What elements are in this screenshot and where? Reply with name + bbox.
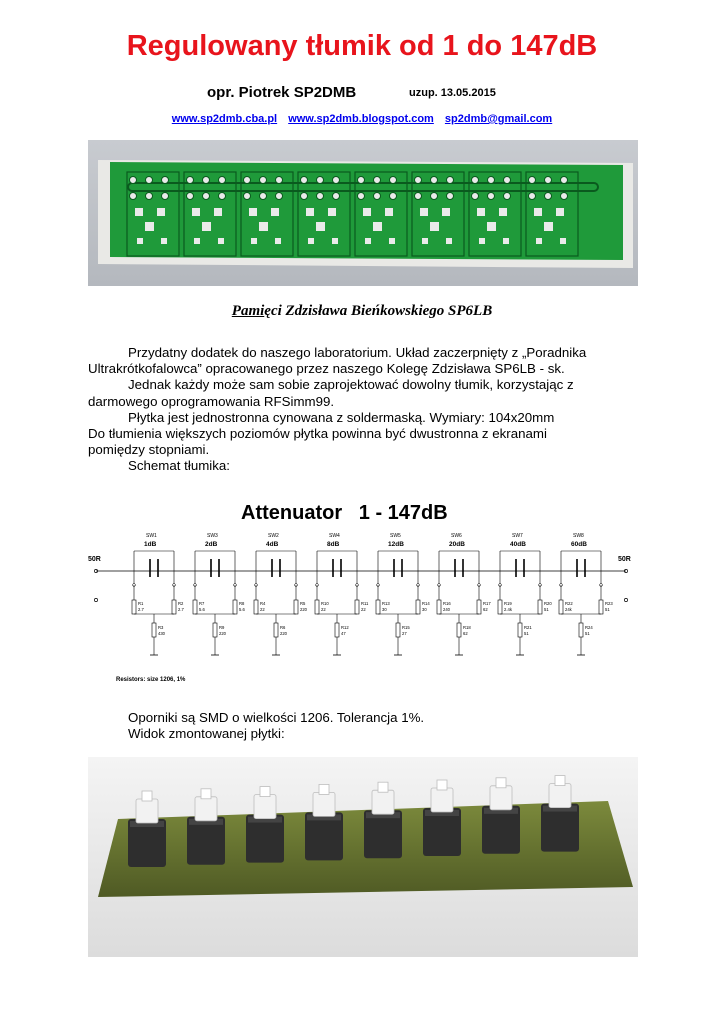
pcb-pad	[203, 177, 210, 184]
pcb-smd-pad	[192, 208, 200, 216]
pcb-pad	[472, 177, 479, 184]
body-line: darmowego oprogramowania RFSimm99.	[88, 393, 335, 409]
resistor-label: R13	[382, 601, 390, 606]
stage	[254, 533, 308, 655]
after-text	[128, 710, 424, 742]
body-line: Płytka jest jednostronna cynowana z soldermaską. Wymiary: 104x20mm	[128, 409, 555, 425]
stage	[376, 533, 430, 655]
db-label: 40dB	[510, 541, 526, 548]
body-line: Schemat tłumika:	[128, 458, 230, 474]
resistor-label: 22	[321, 607, 326, 612]
switch-label: SW3	[207, 533, 218, 539]
pcb-smd-pad	[218, 238, 224, 244]
pcb-pad	[187, 177, 194, 184]
resistor-label: 51	[544, 607, 549, 612]
resistor	[355, 600, 359, 614]
pcb-photo	[88, 140, 638, 286]
author: opr. Piotrek SP2DMB	[207, 84, 357, 101]
pcb-pad	[504, 193, 511, 200]
pcb-pad	[130, 193, 137, 200]
resistor-label: R12	[341, 625, 349, 630]
resistor-label: 5.6	[239, 607, 245, 612]
pcb-smd-pad	[442, 208, 450, 216]
after-line-1: Oporniki są SMD o wielkości 1206. Tolerancja 1%.	[128, 710, 425, 725]
resistor-label: 30	[382, 607, 387, 612]
pcb-pad	[545, 177, 552, 184]
switch-button	[254, 795, 276, 819]
resistor-label: R22	[565, 601, 573, 606]
switch-button	[313, 792, 335, 816]
resistor-label: R11	[361, 601, 369, 606]
resistor	[416, 600, 420, 614]
resistor-label: R9	[219, 625, 225, 630]
pcb-smd-pad	[145, 222, 154, 231]
db-label: 20dB	[449, 541, 465, 548]
db-label: 8dB	[327, 541, 340, 548]
pcb-pad	[219, 193, 226, 200]
resistor	[254, 600, 258, 614]
resistor-label: R15	[402, 625, 410, 630]
pcb-pad	[561, 193, 568, 200]
pcb-smd-pad	[249, 208, 257, 216]
pcb-smd-pad	[446, 238, 452, 244]
resistor-label: R10	[321, 601, 329, 606]
resistor	[559, 600, 563, 614]
switch-label: SW5	[390, 533, 401, 539]
resistor	[172, 600, 176, 614]
resistor-label: R4	[260, 601, 266, 606]
resistor	[315, 600, 319, 614]
pcb-smd-pad	[332, 238, 338, 244]
pcb-pad	[187, 193, 194, 200]
resistor-label: 30	[422, 607, 427, 612]
pcb-pad	[488, 177, 495, 184]
db-label: 4dB	[266, 541, 279, 548]
pcb-pad	[260, 177, 267, 184]
resistor	[335, 623, 339, 637]
pcb-pad	[488, 193, 495, 200]
pcb-pad	[146, 177, 153, 184]
pcb-pad	[561, 177, 568, 184]
pcb-pad	[219, 177, 226, 184]
pcb-smd-pad	[306, 208, 314, 216]
after-line-2: Widok zmontowanej płytki:	[128, 726, 285, 742]
switch-button	[195, 797, 217, 821]
switch-label: SW7	[512, 533, 523, 539]
switch-button-cap	[319, 784, 329, 794]
resistor-label: 62	[483, 607, 488, 612]
pcb-pad	[317, 193, 324, 200]
pcb-smd-pad	[365, 238, 371, 244]
resistor-label: R18	[463, 625, 471, 630]
pcb-pad	[358, 177, 365, 184]
resistor-label: R19	[504, 601, 512, 606]
switch-label: SW1	[146, 533, 157, 539]
pcb-pad	[504, 177, 511, 184]
body-line: pomiędzy stopniami.	[88, 442, 210, 458]
resistor-label: 62	[463, 631, 468, 636]
resistor-label: R7	[199, 601, 205, 606]
pcb-pad	[390, 177, 397, 184]
pcb-smd-pad	[373, 222, 382, 231]
resistor-label: 430	[158, 631, 165, 636]
resistor-label: 220	[219, 631, 226, 636]
pcb-smd-pad	[275, 238, 281, 244]
body-line: Przydatny dodatek do naszego laboratorium. Układ zaczerpnięty z „Poradnika	[128, 345, 587, 360]
assembled-board-photo	[88, 757, 638, 957]
switch-label: SW2	[268, 533, 279, 539]
switch-button-cap	[437, 780, 447, 790]
pcb-pad	[447, 177, 454, 184]
pcb-smd-pad	[544, 222, 553, 231]
pcb-pad	[415, 177, 422, 184]
resistor-label: 22	[260, 607, 265, 612]
pcb-smd-pad	[560, 238, 566, 244]
attenuator-schematic	[86, 495, 646, 695]
resistor	[233, 600, 237, 614]
resistor	[437, 600, 441, 614]
port-left-label: 50R	[88, 556, 101, 563]
pcb-smd-pad	[194, 238, 200, 244]
switch-button	[136, 799, 158, 823]
link-website[interactable]: www.sp2dmb.cba.pl	[171, 113, 278, 125]
switch-button	[549, 784, 571, 808]
resistor	[477, 600, 481, 614]
switch-button-cap	[260, 787, 270, 797]
page-title: Regulowany tłumik od 1 do 147dB	[126, 30, 598, 62]
pcb-smd-pad	[430, 222, 439, 231]
resistor	[518, 623, 522, 637]
resistor-label: R24	[585, 625, 593, 630]
resistor-label: 240	[443, 607, 450, 612]
pcb-smd-pad	[385, 208, 393, 216]
pcb-pad	[203, 193, 210, 200]
pcb-pad	[130, 177, 137, 184]
resistor-label: 2.7	[138, 607, 144, 612]
pcb-pad	[529, 177, 536, 184]
pcb-pad	[276, 177, 283, 184]
db-label: 60dB	[571, 541, 587, 548]
pcb-smd-pad	[316, 222, 325, 231]
switch-button-cap	[201, 789, 211, 799]
schematic-title: Attenuator 1 - 147dB	[241, 502, 448, 524]
pcb-pad	[301, 193, 308, 200]
resistor	[274, 623, 278, 637]
resistor	[132, 600, 136, 614]
pcb-smd-pad	[271, 208, 279, 216]
pcb-pad	[431, 177, 438, 184]
resistor-label: 220	[280, 631, 287, 636]
switch-label: SW6	[451, 533, 462, 539]
stage	[132, 533, 184, 655]
body-text	[88, 345, 648, 475]
pcb-smd-pad	[137, 238, 143, 244]
switch-button-cap	[555, 776, 565, 786]
pcb-pad	[317, 177, 324, 184]
pcb-pad	[374, 177, 381, 184]
switch-button	[431, 788, 453, 812]
link-email[interactable]: sp2dmb@gmail.com	[444, 113, 553, 125]
switch-label: SW4	[329, 533, 340, 539]
resistor	[498, 600, 502, 614]
resistor-label: 220	[300, 607, 307, 612]
pcb-smd-pad	[202, 222, 211, 231]
resistor-label: R5	[300, 601, 306, 606]
resistor-label: 27	[402, 631, 407, 636]
resistor-label: 2.7	[178, 607, 184, 612]
pcb-pad	[146, 193, 153, 200]
resistor	[294, 600, 298, 614]
resistor	[152, 623, 156, 637]
pcb-smd-pad	[214, 208, 222, 216]
resistor-label: R23	[605, 601, 613, 606]
resistor	[599, 600, 603, 614]
pcb-pad	[472, 193, 479, 200]
pcb-smd-pad	[259, 222, 268, 231]
switch-button-cap	[378, 782, 388, 792]
pcb-pad	[529, 193, 536, 200]
switch-button-cap	[496, 778, 506, 788]
pcb-smd-pad	[328, 208, 336, 216]
resistor-label: R2	[178, 601, 184, 606]
resistor-label: R17	[483, 601, 491, 606]
resistor-label: R20	[544, 601, 552, 606]
pcb-pad	[162, 193, 169, 200]
pcb-smd-pad	[157, 208, 165, 216]
resistor-label: 5.6	[199, 607, 205, 612]
pcb-pad	[244, 193, 251, 200]
pcb-smd-pad	[499, 208, 507, 216]
resistor-label: 2.4k	[504, 607, 512, 612]
pcb-pad	[276, 193, 283, 200]
pcb-smd-pad	[363, 208, 371, 216]
pcb-pad	[333, 193, 340, 200]
resistor-label: R16	[443, 601, 451, 606]
resistor	[579, 623, 583, 637]
pcb-smd-pad	[308, 238, 314, 244]
resistor-label: 51	[524, 631, 529, 636]
db-label: 2dB	[205, 541, 218, 548]
resistor-label: R3	[158, 625, 164, 630]
body-line: Do tłumienia większych poziomów płytka powinna być dwustronna z ekranami	[88, 426, 547, 442]
resistor	[457, 623, 461, 637]
pcb-pad	[358, 193, 365, 200]
pcb-smd-pad	[251, 238, 257, 244]
pcb-smd-pad	[534, 208, 542, 216]
stage	[315, 533, 369, 655]
pcb-pad	[333, 177, 340, 184]
db-label: 12dB	[388, 541, 404, 548]
resistor	[213, 623, 217, 637]
switch-button	[372, 790, 394, 814]
pcb-smd-pad	[487, 222, 496, 231]
resistor-label: R8	[239, 601, 245, 606]
resistor-label: 22	[361, 607, 366, 612]
pcb-pad	[162, 177, 169, 184]
resistor-label: 51	[605, 607, 610, 612]
resistor-label: R21	[524, 625, 532, 630]
pcb-smd-pad	[420, 208, 428, 216]
pcb-smd-pad	[536, 238, 542, 244]
switch-button	[490, 786, 512, 810]
dedication-prefix: Pami	[231, 303, 265, 319]
pcb-smd-pad	[503, 238, 509, 244]
pcb-smd-pad	[161, 238, 167, 244]
pcb-smd-pad	[479, 238, 485, 244]
resistor-label: R6	[280, 625, 286, 630]
stage	[498, 533, 552, 655]
resistor-label: 24k	[565, 607, 572, 612]
resistor-note: Resistors: size 1206, 1%	[116, 677, 186, 683]
pcb-smd-pad	[477, 208, 485, 216]
pcb-pad	[415, 193, 422, 200]
link-blog[interactable]: www.sp2dmb.blogspot.com	[288, 113, 434, 125]
stage	[193, 533, 245, 655]
resistor	[396, 623, 400, 637]
switch-button-cap	[142, 791, 152, 801]
resistor	[193, 600, 197, 614]
stage	[559, 533, 613, 655]
pcb-pad	[447, 193, 454, 200]
resistor-label: R1	[138, 601, 144, 606]
resistor-label: R14	[422, 601, 430, 606]
resistor	[376, 600, 380, 614]
stage	[437, 533, 491, 655]
dedication	[0, 303, 724, 320]
links-row	[0, 113, 724, 125]
pcb-pad	[545, 193, 552, 200]
date: uzup. 13.05.2015	[409, 87, 496, 99]
resistor-label: 47	[341, 631, 346, 636]
pcb-pad	[431, 193, 438, 200]
switch-label: SW8	[573, 533, 584, 539]
pcb-smd-pad	[422, 238, 428, 244]
pcb-pad	[301, 177, 308, 184]
db-label: 1dB	[144, 541, 157, 548]
port-right-label: 50R	[618, 556, 631, 563]
dedication-rest: ęci Zdzisława Bieńkowskiego SP6LB	[264, 303, 493, 319]
body-line: Jednak każdy może sam sobie zaprojektować dowolny tłumik, korzystając z	[128, 377, 574, 393]
pcb-smd-pad	[389, 238, 395, 244]
pcb-smd-pad	[135, 208, 143, 216]
pcb-pad	[374, 193, 381, 200]
pcb-pad	[260, 193, 267, 200]
resistor	[538, 600, 542, 614]
body-line: Ultrakrótkofalowca” opracowanego przez naszego Kolegę Zdzisława SP6LB - sk.	[88, 361, 565, 377]
pcb-pad	[244, 177, 251, 184]
resistor-label: 51	[585, 631, 590, 636]
pcb-smd-pad	[556, 208, 564, 216]
pcb-pad	[390, 193, 397, 200]
